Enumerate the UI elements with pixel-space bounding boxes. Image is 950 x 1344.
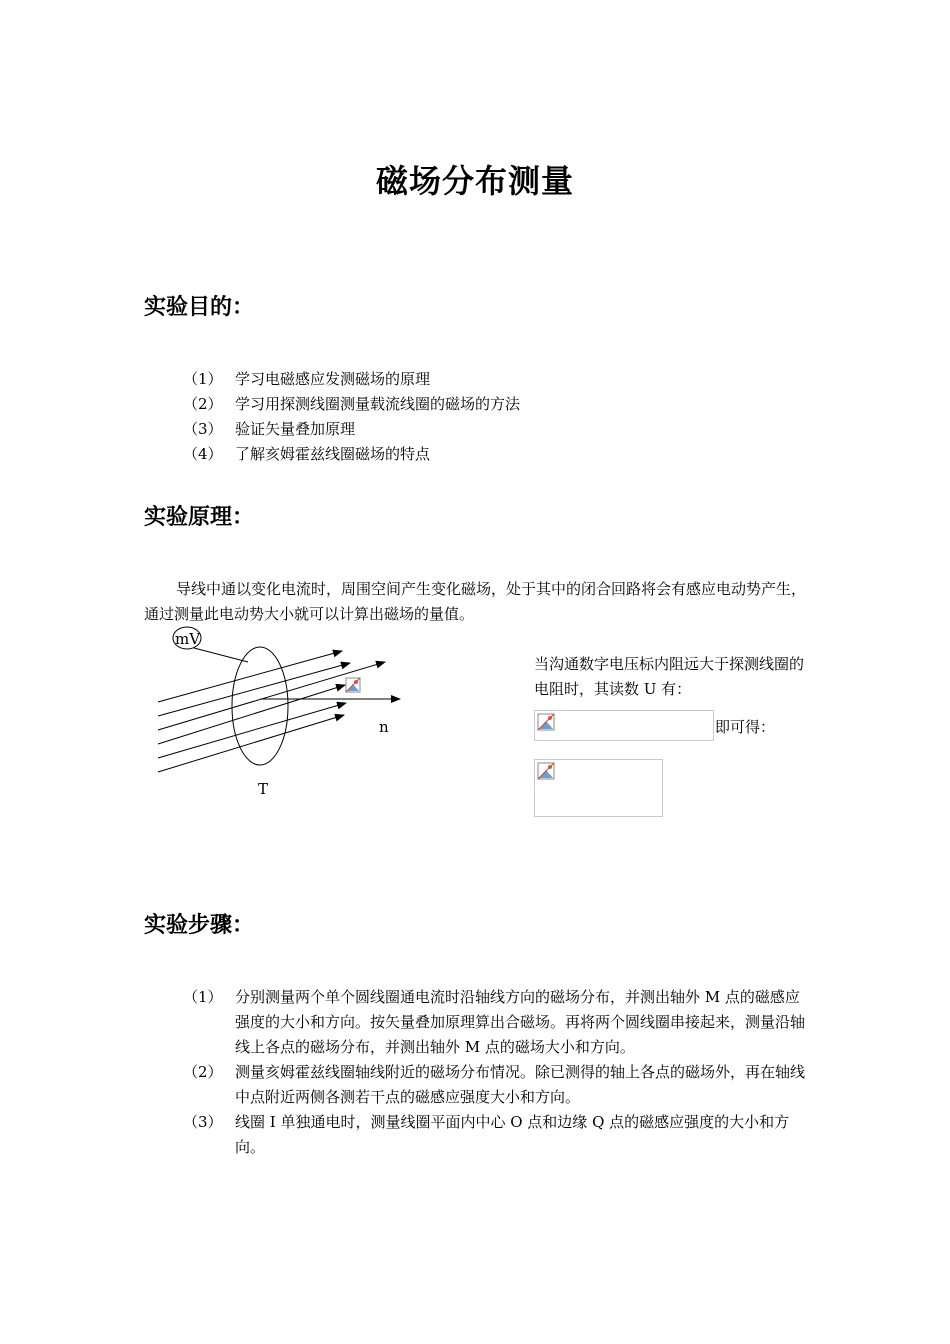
list-item-text: 学习电磁感应发测磁场的原理 bbox=[235, 370, 431, 388]
step-text: 线圈 I 单独通电时，测量线圈平面内中心 O 点和边缘 Q 点的磁感应强度的大小和方向。 bbox=[235, 1113, 790, 1156]
normal-label: n bbox=[379, 718, 389, 736]
step-text: 测量亥姆霍兹线圈轴线附近的磁场分布情况。除已测得的轴上各点的磁场外，再在轴线中点附近两侧各测若干点的磁感应强度大小和方向。 bbox=[235, 1063, 806, 1106]
broken-image-icon bbox=[537, 762, 555, 780]
step-number: （2） bbox=[183, 1063, 223, 1081]
list-item-number: （1） bbox=[183, 370, 223, 388]
step-number: （1） bbox=[183, 988, 223, 1006]
principle-side-text: 当沟通数字电压标内阻远大于探测线圈的电阻时，其读数 U 有： bbox=[534, 655, 805, 698]
list-item-text: 了解亥姆霍兹线圈磁场的特点 bbox=[235, 445, 431, 463]
step-text: 分别测量两个单个圆线圈通电流时沿轴线方向的磁场分布，并测出轴外 M 点的磁感应强度的大小和方向。按矢量叠加原理算出合磁场。再将两个圆线圈串接起来，测量沿轴线上各点的磁场分布，并测出轴外 M 点的磁场大小和方向。 bbox=[235, 988, 806, 1056]
field-line bbox=[158, 663, 350, 716]
page-title: 磁场分布测量 bbox=[375, 162, 574, 200]
list-item-number: （3） bbox=[183, 420, 223, 438]
field-line bbox=[158, 703, 346, 758]
formula-image bbox=[534, 759, 663, 817]
list-item-number: （2） bbox=[183, 395, 223, 413]
heading-principle: 实验原理： bbox=[144, 504, 255, 530]
coil-field-diagram bbox=[150, 622, 430, 807]
step-number: （3） bbox=[183, 1113, 223, 1131]
meter-lead bbox=[194, 648, 248, 662]
voltmeter-label: mV bbox=[175, 630, 201, 648]
principle-paragraph: 导线中通以变化电流时，周围空间产生变化磁场，处于其中的闭合回路将会有感应电动势产生，通过测量此电动势大小就可以计算出磁场的量值。 bbox=[144, 580, 807, 623]
heading-steps: 实验步骤： bbox=[144, 912, 255, 938]
broken-image-icon bbox=[346, 678, 360, 692]
list-item-number: （4） bbox=[183, 445, 223, 463]
after-formula-text: 即可得： bbox=[715, 718, 776, 736]
field-line bbox=[158, 662, 385, 730]
field-line bbox=[158, 715, 344, 772]
list-item-text: 学习用探测线圈测量载流线圈的磁场的方法 bbox=[235, 395, 521, 413]
heading-purpose: 实验目的： bbox=[144, 294, 255, 320]
list-item-text: 验证矢量叠加原理 bbox=[235, 420, 356, 438]
formula-image bbox=[534, 710, 714, 741]
coil-label: T bbox=[258, 780, 269, 798]
broken-image-icon bbox=[537, 713, 555, 731]
